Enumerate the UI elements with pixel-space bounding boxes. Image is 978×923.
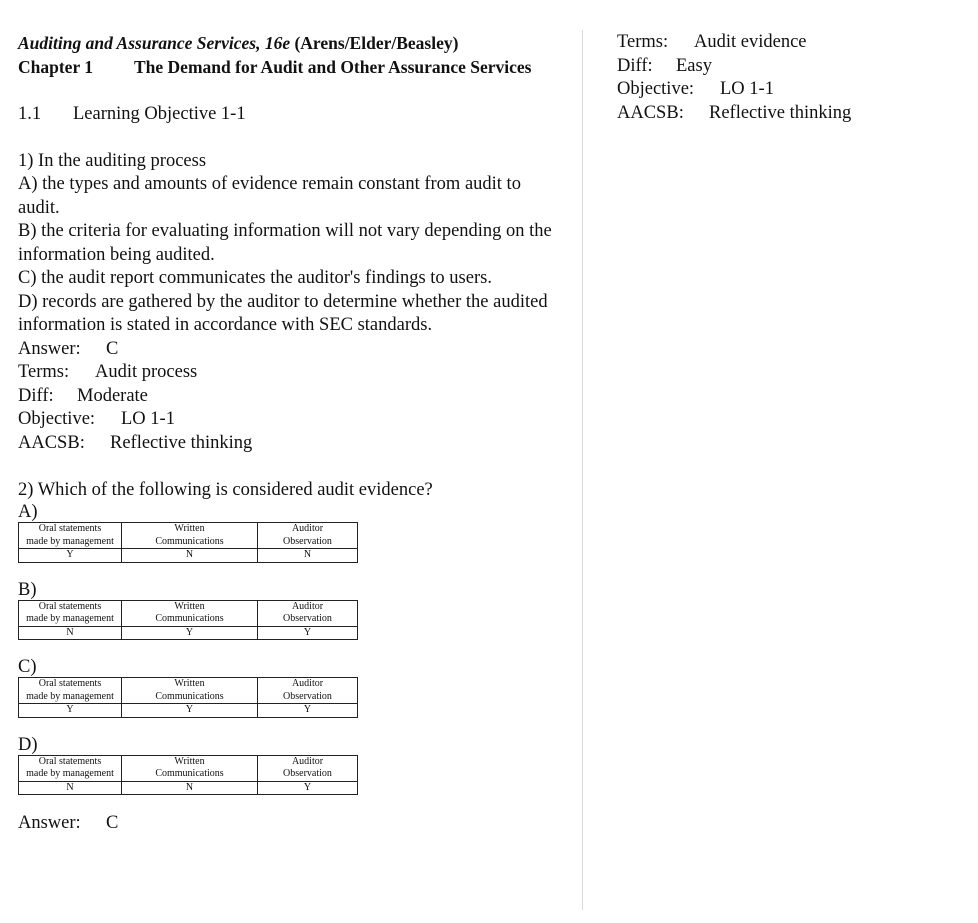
question-2-option-c: [18, 657, 553, 718]
header-cell: Auditor Observation: [258, 523, 358, 549]
table-cell: N: [258, 549, 358, 563]
objective-label: Objective:: [18, 409, 96, 429]
chapter-heading: [18, 55, 553, 79]
option-label: A): [18, 502, 38, 522]
header-cell: Oral statements made by management: [19, 755, 122, 781]
table-cell: Y: [19, 549, 122, 563]
question-2-option-b: [18, 580, 553, 641]
difficulty-label: Diff:: [18, 385, 54, 406]
answer-label: Answer:: [18, 813, 81, 833]
question-1-option-c: C) the audit report communicates the auditor's findings to users.: [18, 268, 492, 288]
question-2: [18, 479, 553, 836]
table-row: [19, 781, 358, 795]
table-cell: Y: [258, 626, 358, 640]
book-authors: (Arens/Elder/Beasley): [294, 33, 459, 53]
question-2-stem: 2) Which of the following is considered audit evidence?: [18, 479, 433, 500]
terms-label: Terms:: [18, 362, 70, 382]
table-cell: Y: [122, 704, 258, 718]
chapter-title: The Demand for Audit and Other Assurance Services: [134, 57, 532, 77]
left-column: [18, 31, 553, 836]
option-label: D): [18, 734, 38, 755]
question-2-option-d: [18, 735, 553, 796]
aacsb-value: Reflective thinking: [110, 432, 253, 453]
question-1: [18, 150, 553, 456]
section-number: 1.1: [18, 103, 42, 124]
header-cell: Oral statements made by management: [19, 600, 122, 626]
table-row: [19, 549, 358, 563]
table-cell: Y: [19, 704, 122, 718]
right-column: [617, 31, 957, 125]
question-2-answer: [18, 812, 553, 836]
table-cell: N: [122, 549, 258, 563]
header-cell: Written Communications: [122, 523, 258, 549]
chapter-label: Chapter 1: [18, 57, 94, 77]
section-heading: [18, 103, 553, 127]
column-divider: [582, 30, 583, 910]
option-label: B): [18, 579, 37, 600]
evidence-table: [18, 522, 358, 563]
header-cell: Written Communications: [122, 678, 258, 704]
table-cell: N: [122, 781, 258, 795]
question-1-option-b: B) the criteria for evaluating information will not vary depending on the information being audited.: [18, 221, 552, 265]
terms-label: Terms:: [617, 32, 669, 52]
book-title-text: Auditing and Assurance Services, 16e: [18, 33, 291, 53]
answer-label: Answer:: [18, 338, 81, 359]
header-cell: Written Communications: [122, 600, 258, 626]
table-cell: Y: [122, 626, 258, 640]
option-label: C): [18, 657, 37, 677]
header-cell: Auditor Observation: [258, 678, 358, 704]
evidence-table: [18, 600, 358, 641]
header-cell: Auditor Observation: [258, 600, 358, 626]
difficulty-value: Moderate: [77, 385, 148, 406]
table-header-row: [19, 523, 358, 549]
header-cell: Written Communications: [122, 755, 258, 781]
question-1-option-a: A) the types and amounts of evidence remain constant from audit to audit.: [18, 174, 521, 218]
question-1-option-d: D) records are gathered by the auditor to determine whether the audited information is stated in accordance with SEC standards.: [18, 291, 548, 335]
answer-value: C: [106, 338, 119, 359]
table-cell: Y: [258, 781, 358, 795]
objective-value: LO 1-1: [121, 409, 175, 429]
header-cell: Oral statements made by management: [19, 523, 122, 549]
aacsb-label: AACSB:: [617, 102, 684, 123]
table-cell: N: [19, 626, 122, 640]
objective-label: Objective:: [617, 79, 695, 99]
table-header-row: [19, 600, 358, 626]
table-header-row: [19, 755, 358, 781]
objective-value: LO 1-1: [720, 79, 774, 99]
evidence-table: [18, 677, 358, 718]
header-cell: Auditor Observation: [258, 755, 358, 781]
question-1-stem: 1) In the auditing process: [18, 150, 207, 171]
question-2-option-a: [18, 502, 553, 563]
aacsb-label: AACSB:: [18, 432, 85, 453]
section-title: Learning Objective 1-1: [73, 103, 246, 124]
table-row: [19, 626, 358, 640]
difficulty-label: Diff:: [617, 55, 653, 76]
table-cell: Y: [258, 704, 358, 718]
terms-value: Audit process: [95, 362, 198, 382]
book-title: [18, 31, 553, 55]
table-header-row: [19, 678, 358, 704]
answer-value: C: [106, 813, 119, 833]
header-cell: Oral statements made by management: [19, 678, 122, 704]
table-cell: N: [19, 781, 122, 795]
aacsb-value: Reflective thinking: [709, 102, 852, 123]
evidence-table: [18, 755, 358, 796]
question-1-meta: [18, 338, 553, 456]
table-row: [19, 704, 358, 718]
difficulty-value: Easy: [676, 55, 712, 76]
terms-value: Audit evidence: [694, 32, 807, 52]
